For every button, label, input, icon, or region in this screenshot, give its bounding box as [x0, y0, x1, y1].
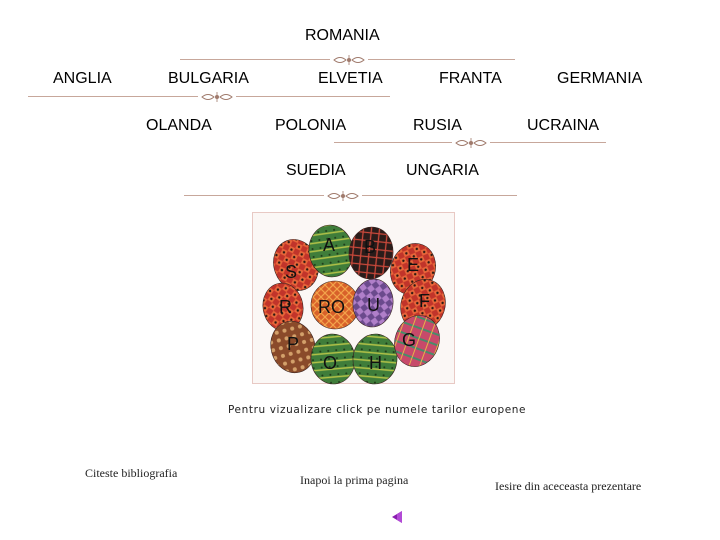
first-page-link[interactable]: Inapoi la prima pagina [300, 473, 409, 487]
exit-presentation-link[interactable]: Iesire din aceceasta prezentare [495, 479, 642, 493]
back-button[interactable] [391, 510, 403, 524]
floral-ornament-icon [200, 91, 234, 103]
country-link-ungaria[interactable]: UNGARIA [406, 162, 479, 179]
egg-letter-f[interactable]: F [419, 291, 430, 311]
painted-eggs-image [252, 212, 455, 384]
country-link-ucraina[interactable]: UCRAINA [527, 117, 600, 134]
country-link-olanda[interactable]: OLANDA [146, 117, 212, 134]
egg-letter-h[interactable]: H [369, 353, 382, 373]
floral-ornament-icon [332, 54, 366, 66]
egg-letter-s[interactable]: S [285, 262, 298, 282]
egg-letter-r[interactable]: R [279, 297, 292, 317]
egg-letter-p[interactable]: P [287, 334, 300, 354]
egg-letter-a[interactable]: A [323, 235, 336, 255]
egg-letter-u[interactable]: U [367, 295, 380, 315]
page-title: ROMANIA [305, 27, 380, 44]
divider-row-1 [28, 91, 390, 103]
divider-row-2 [334, 137, 606, 149]
floral-ornament-icon [326, 190, 360, 202]
country-link-elvetia[interactable]: ELVETIA [318, 70, 383, 87]
egg-letter-e[interactable]: E [407, 255, 420, 275]
divider-row-3 [184, 190, 517, 202]
country-link-anglia[interactable]: ANGLIA [53, 70, 112, 87]
country-link-bulgaria[interactable]: BULGARIA [168, 70, 249, 87]
divider-title [180, 54, 515, 66]
instruction-text: Pentru vizualizare click pe numele tarilor europene [228, 404, 527, 416]
egg-letter-g[interactable]: G [402, 330, 417, 350]
egg-letter-o[interactable]: O [323, 353, 338, 373]
back-arrow-icon [391, 510, 403, 524]
egg-letter-b[interactable]: B [364, 237, 377, 257]
bibliography-link[interactable]: Citeste bibliografia [85, 466, 178, 480]
country-link-rusia[interactable]: RUSIA [413, 117, 462, 134]
country-link-polonia[interactable]: POLONIA [275, 117, 347, 134]
country-link-germania[interactable]: GERMANIA [557, 70, 643, 87]
country-link-franta[interactable]: FRANTA [439, 70, 502, 87]
egg-letter-ro[interactable]: RO [318, 297, 345, 317]
country-link-suedia[interactable]: SUEDIA [286, 162, 346, 179]
floral-ornament-icon [454, 137, 488, 149]
